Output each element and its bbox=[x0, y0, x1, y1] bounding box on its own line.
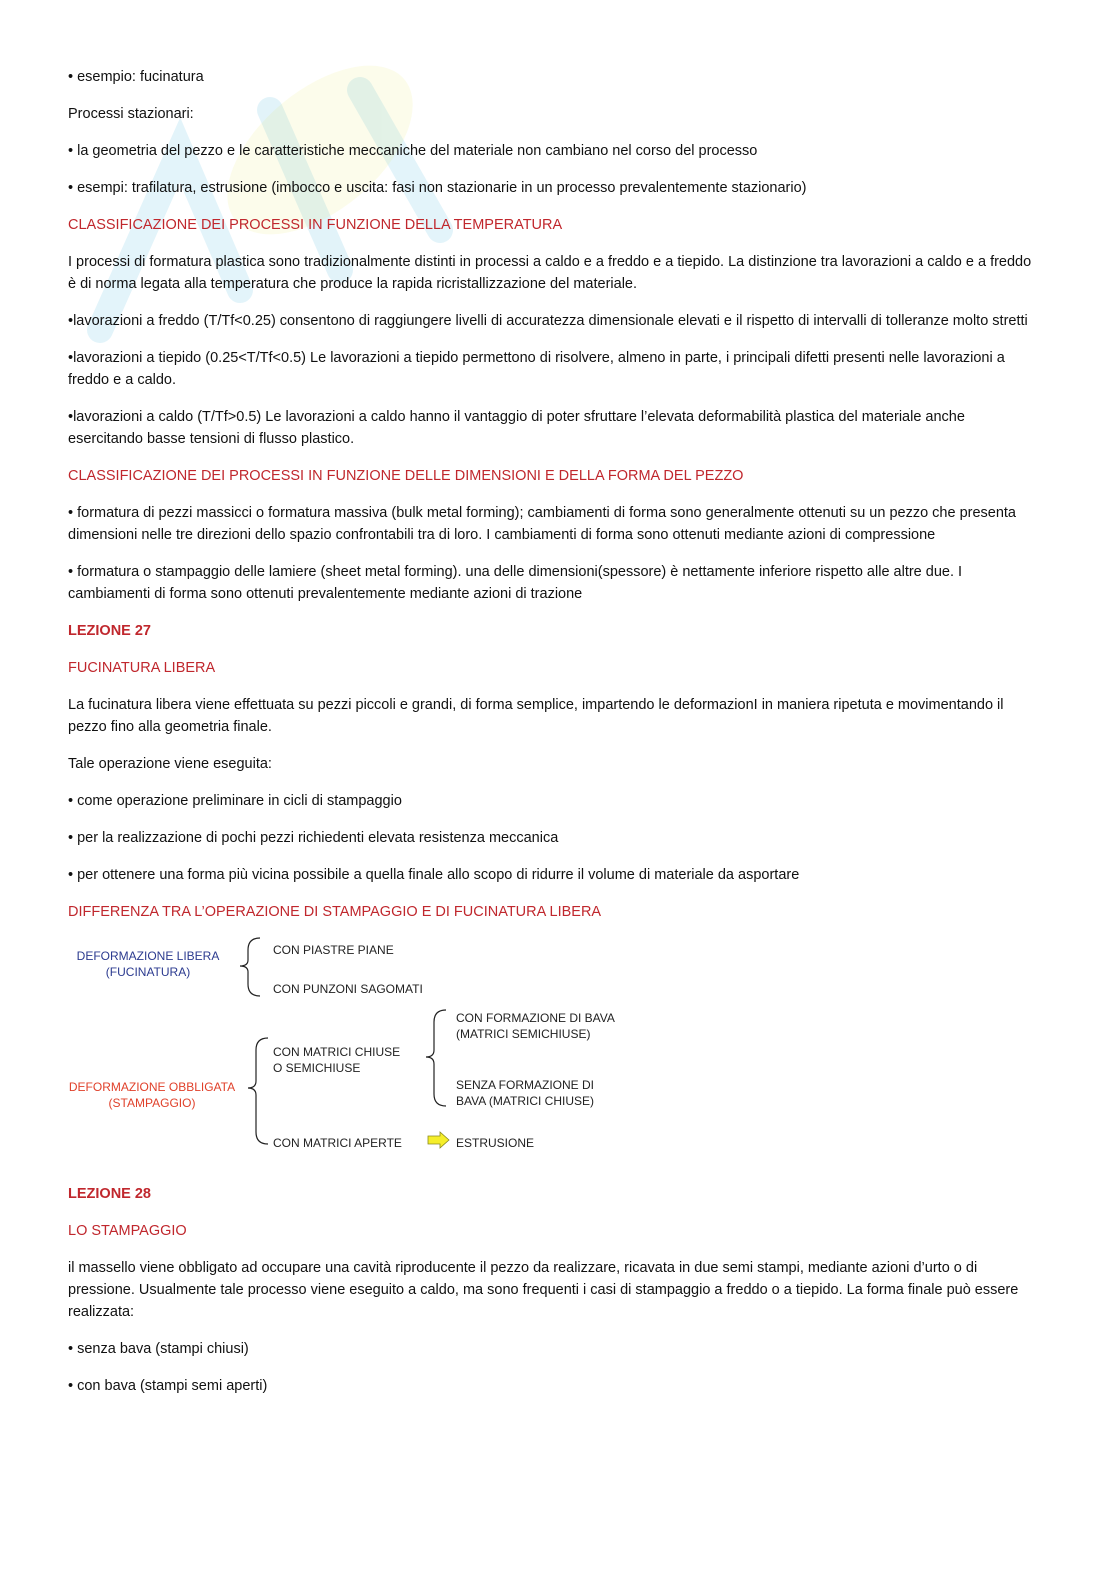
label-senza-formazione-bava: SENZA FORMAZIONE DI BAVA (MATRICI CHIUSE) bbox=[456, 1078, 595, 1108]
section-heading-dimensions: CLASSIFICAZIONE DEI PROCESSI IN FUNZIONE DELLE DIMENSIONI E DELLA FORMA DEL PEZZO bbox=[68, 468, 744, 484]
paragraph-free-forging: La fucinatura libera viene effettuata su pezzi piccoli e grandi, di forma semplice, impartendo le deformazionI in maniera ripetuta e movimentando il pezzo fino alla geometria finale. bbox=[68, 697, 1004, 735]
lesson-27-title: LEZIONE 27 bbox=[68, 623, 151, 639]
bullet-bulk-forming: • formatura di pezzi massicci o formatura massiva (bulk metal forming); cambiamenti di forma sono generalmente ottenuti su un pezzo che presenta dimensioni nelle tre direzioni dello spazio confrontabili tra di loro. I cambiamenti di forma sono ottenuti mediante azioni di compressione bbox=[68, 505, 1017, 543]
bullet-preliminary-operation: • come operazione preliminare in cicli di stampaggio bbox=[68, 793, 402, 809]
bullet-with-flash: • con bava (stampi semi aperti) bbox=[68, 1378, 268, 1394]
bracket-obbligata bbox=[248, 1038, 268, 1144]
label-piastre-piane: CON PIASTRE PIANE bbox=[273, 943, 394, 957]
paragraph-operation-performed: Tale operazione viene eseguita: bbox=[68, 756, 272, 772]
arrow-to-estrusione bbox=[428, 1132, 449, 1148]
paragraph-temperature-intro: I processi di formatura plastica sono tradizionalmente distinti in processi a caldo e a freddo e a tiepido. La distinzione tra lavorazioni a caldo e a freddo è di norma legata alla temperatura che produce la rapida ricristallizzazione del materiale. bbox=[68, 254, 1032, 292]
label-matrici-chiuse: CON MATRICI CHIUSE O SEMICHIUSE bbox=[273, 1045, 401, 1075]
section-heading-temperature: CLASSIFICAZIONE DEI PROCESSI IN FUNZIONE DELLA TEMPERATURA bbox=[68, 217, 563, 233]
document-page bbox=[68, 66, 1040, 1412]
bullet-examples-stationary: • esempi: trafilatura, estrusione (imbocco e uscita: fasi non stazionarie in un processo prevalentemente stazionario) bbox=[68, 180, 807, 196]
section-heading-difference: DIFFERENZA TRA L’OPERAZIONE DI STAMPAGGIO E DI FUCINATURA LIBERA bbox=[68, 904, 602, 920]
label-deformazione-obbligata: DEFORMAZIONE OBBLIGATA (STAMPAGGIO) bbox=[68, 1080, 236, 1110]
lesson-28-title: LEZIONE 28 bbox=[68, 1186, 151, 1202]
bullet-sheet-forming: • formatura o stampaggio delle lamiere (sheet metal forming). una delle dimensioni(spessore) è nettamente inferiore rispetto alle altre due. I cambiamenti di forma sono ottenuti prevalentemente mediante azioni di trazione bbox=[68, 564, 963, 602]
classification-diagram bbox=[68, 936, 628, 1168]
label-matrici-aperte: CON MATRICI APERTE bbox=[273, 1136, 402, 1150]
bracket-libera bbox=[240, 938, 260, 996]
section-heading-free-forging: FUCINATURA LIBERA bbox=[68, 660, 216, 676]
label-deformazione-libera: DEFORMAZIONE LIBERA (FUCINATURA) bbox=[76, 949, 220, 979]
section-heading-stamping: LO STAMPAGGIO bbox=[68, 1223, 187, 1239]
label-punzoni-sagomati: CON PUNZONI SAGOMATI bbox=[273, 982, 423, 996]
stationary-processes-label: Processi stazionari: bbox=[68, 106, 194, 122]
bullet-warm-working: •lavorazioni a tiepido (0.25<T/Tf<0.5) Le lavorazioni a tiepido permettono di risolvere, almeno in parte, i principali difetti presenti nelle lavorazioni a freddo e a caldo. bbox=[68, 350, 1005, 388]
bullet-geometry: • la geometria del pezzo e le caratteristiche meccaniche del materiale non cambiano nel corso del processo bbox=[68, 143, 758, 159]
bullet-without-flash: • senza bava (stampi chiusi) bbox=[68, 1341, 249, 1357]
bullet-hot-working: •lavorazioni a caldo (T/Tf>0.5) Le lavorazioni a caldo hanno il vantaggio di poter sfruttare l’elevata deformabilità plastica del materiale anche esercitando basse tensioni di flusso plastico. bbox=[68, 409, 965, 447]
bullet-example-fucinatura: • esempio: fucinatura bbox=[68, 69, 204, 85]
label-estrusione: ESTRUSIONE bbox=[456, 1136, 535, 1150]
bullet-near-final-shape: • per ottenere una forma più vicina possibile a quella finale allo scopo di ridurre il volume di materiale da asportare bbox=[68, 867, 800, 883]
bracket-chiuse bbox=[426, 1010, 446, 1106]
paragraph-stamping: il massello viene obbligato ad occupare una cavità riproducente il pezzo da realizzare, ricavata in due semi stampi, mediante azioni d’urto o di pressione. Usualmente tale processo viene eseguito a caldo, ma sono frequenti i casi di stampaggio a freddo o a tiepido. La forma finale può essere realizzata: bbox=[68, 1260, 1019, 1320]
bullet-cold-working: •lavorazioni a freddo (T/Tf<0.25) consentono di raggiungere livelli di accuratezza dimensionale elevati e il rispetto di intervalli di tolleranze molto stretti bbox=[68, 313, 1028, 329]
label-con-formazione-bava: CON FORMAZIONE DI BAVA (MATRICI SEMICHIUSE) bbox=[456, 1011, 615, 1041]
bullet-few-pieces: • per la realizzazione di pochi pezzi richiedenti elevata resistenza meccanica bbox=[68, 830, 559, 846]
